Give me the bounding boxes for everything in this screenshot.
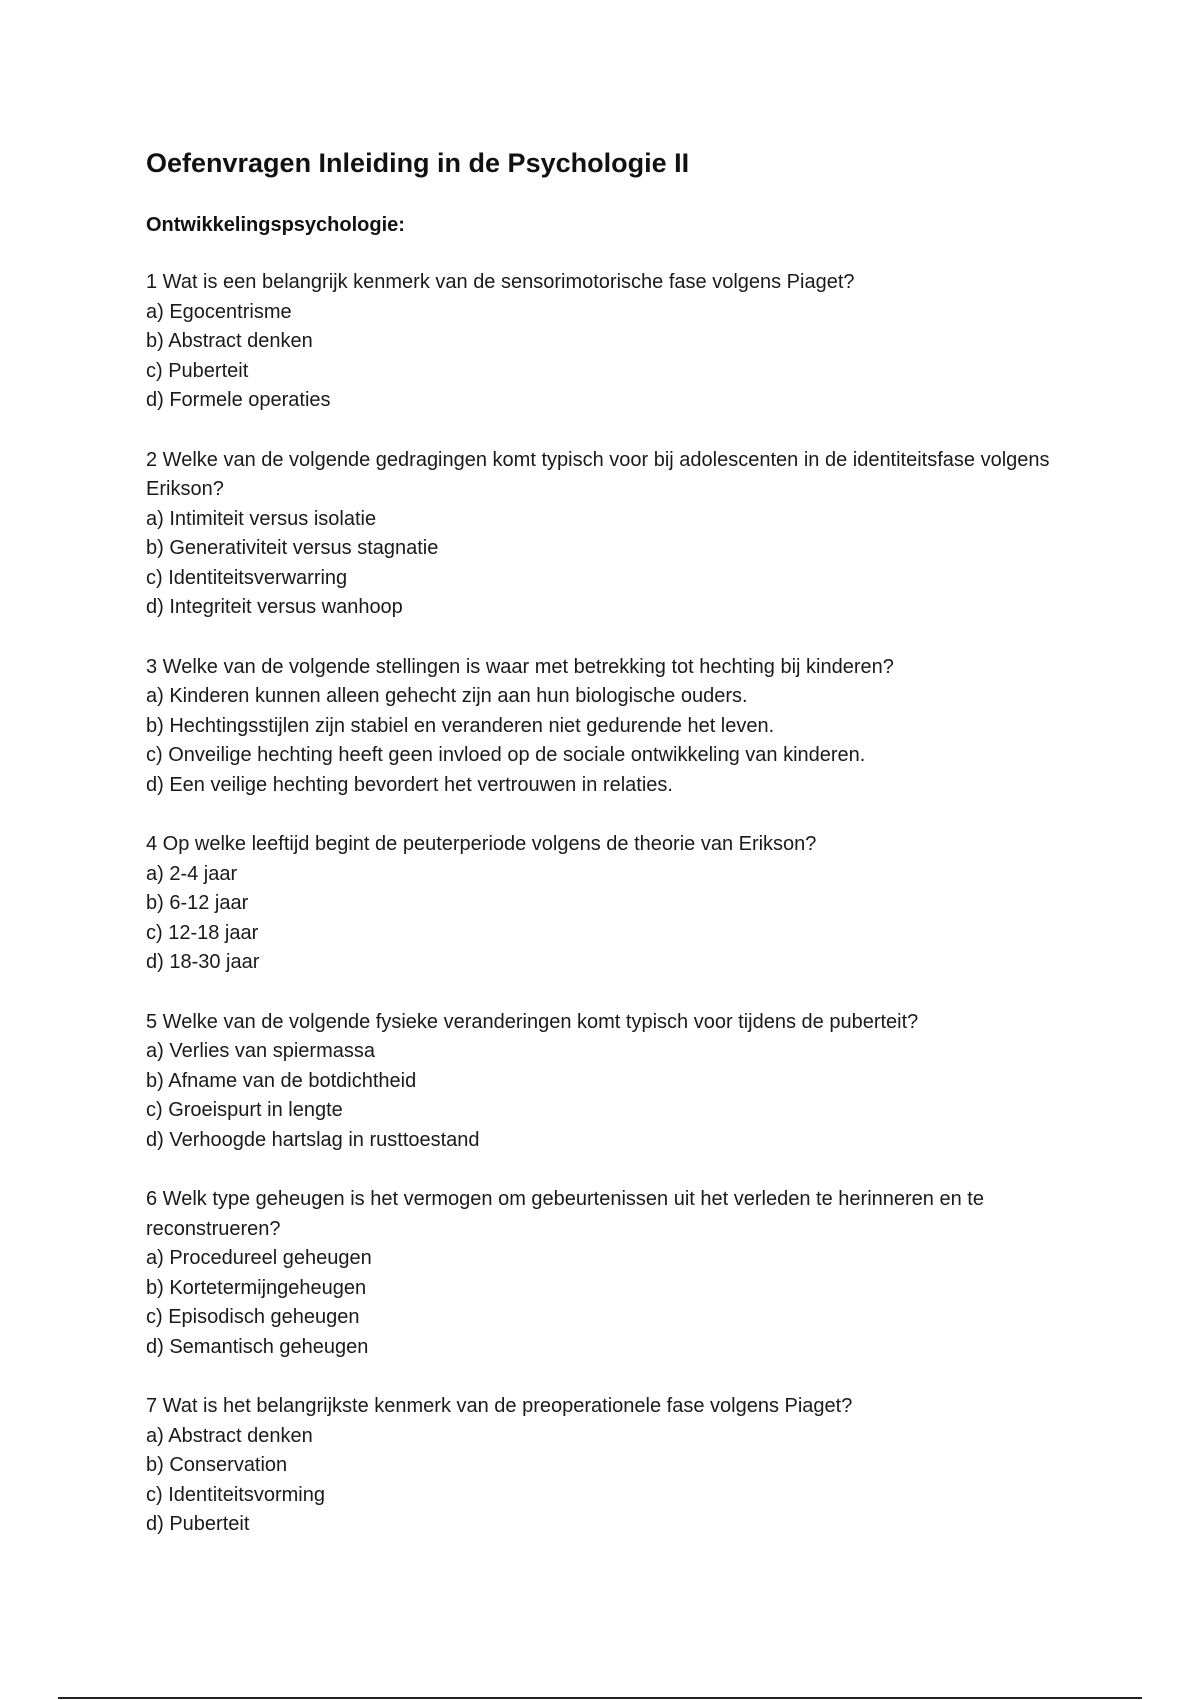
page-title: Oefenvragen Inleiding in de Psychologie II xyxy=(146,148,690,178)
question-text: 5 Welke van de volgende fysieke veranderingen komt typisch voor tijdens de puberteit? xyxy=(146,1010,919,1033)
document-content xyxy=(146,146,1066,1540)
answer-option-c: c) Identiteitsvorming xyxy=(146,1483,325,1506)
answer-option-a: a) Egocentrisme xyxy=(146,300,292,323)
question-3 xyxy=(146,653,1066,801)
answer-option-d: d) Verhoogde hartslag in rusttoestand xyxy=(146,1128,480,1151)
answer-option-c: c) Onveilige hechting heeft geen invloed op de sociale ontwikkeling van kinderen. xyxy=(146,744,866,766)
answer-option-d: d) Semantisch geheugen xyxy=(146,1335,369,1358)
question-7 xyxy=(146,1392,1066,1540)
answer-option-a: a) 2-4 jaar xyxy=(146,862,238,885)
answer-option-c: c) 12-18 jaar xyxy=(146,921,259,944)
question-text: 1 Wat is een belangrijk kenmerk van de sensorimotorische fase volgens Piaget? xyxy=(146,271,855,293)
question-6 xyxy=(146,1185,1066,1362)
answer-option-b: b) Kortetermijngeheugen xyxy=(146,1276,367,1299)
question-text: 6 Welk type geheugen is het vermogen om gebeurtenissen uit het verleden te herinneren en te reconstrueren? xyxy=(146,1188,984,1240)
answer-option-d: d) Puberteit xyxy=(146,1513,250,1535)
answer-option-a: a) Verlies van spiermassa xyxy=(146,1040,375,1062)
answer-option-b: b) Abstract denken xyxy=(146,330,313,352)
answer-option-a: a) Procedureel geheugen xyxy=(146,1247,372,1269)
answer-option-c: c) Groeispurt in lengte xyxy=(146,1099,343,1121)
answer-option-b: b) Generativiteit versus stagnatie xyxy=(146,537,439,559)
answer-option-a: a) Intimiteit versus isolatie xyxy=(146,507,377,530)
answer-option-a: a) Abstract denken xyxy=(146,1424,313,1447)
answer-option-d: d) Integriteit versus wanhoop xyxy=(146,596,403,618)
question-4 xyxy=(146,830,1066,978)
answer-option-c: c) Puberteit xyxy=(146,359,249,382)
question-2 xyxy=(146,446,1066,623)
question-text: 3 Welke van de volgende stellingen is waar met betrekking tot hechting bij kinderen? xyxy=(146,655,894,678)
question-text: 4 Op welke leeftijd begint de peuterperiode volgens de theorie van Erikson? xyxy=(146,833,817,855)
answer-option-b: b) 6-12 jaar xyxy=(146,892,249,914)
answer-option-d: d) Een veilige hechting bevordert het vertrouwen in relaties. xyxy=(146,773,673,796)
question-5 xyxy=(146,1008,1066,1156)
answer-option-d: d) 18-30 jaar xyxy=(146,951,260,973)
answer-option-d: d) Formele operaties xyxy=(146,389,331,411)
question-1 xyxy=(146,268,1066,416)
answer-option-b: b) Afname van de botdichtheid xyxy=(146,1069,417,1092)
answer-option-b: b) Conservation xyxy=(146,1454,288,1476)
page-bottom-rule xyxy=(58,1697,1142,1699)
answer-option-c: c) Episodisch geheugen xyxy=(146,1306,360,1328)
answer-option-c: c) Identiteitsverwarring xyxy=(146,566,348,589)
question-text: 7 Wat is het belangrijkste kenmerk van de preoperationele fase volgens Piaget? xyxy=(146,1395,853,1417)
section-heading: Ontwikkelingspsychologie: xyxy=(146,214,405,236)
answer-option-b: b) Hechtingsstijlen zijn stabiel en veranderen niet gedurende het leven. xyxy=(146,714,775,737)
answer-option-a: a) Kinderen kunnen alleen gehecht zijn aan hun biologische ouders. xyxy=(146,685,748,707)
question-text: 2 Welke van de volgende gedragingen komt typisch voor bij adolescenten in de identiteitsfase volgens Erikson? xyxy=(146,448,1050,500)
